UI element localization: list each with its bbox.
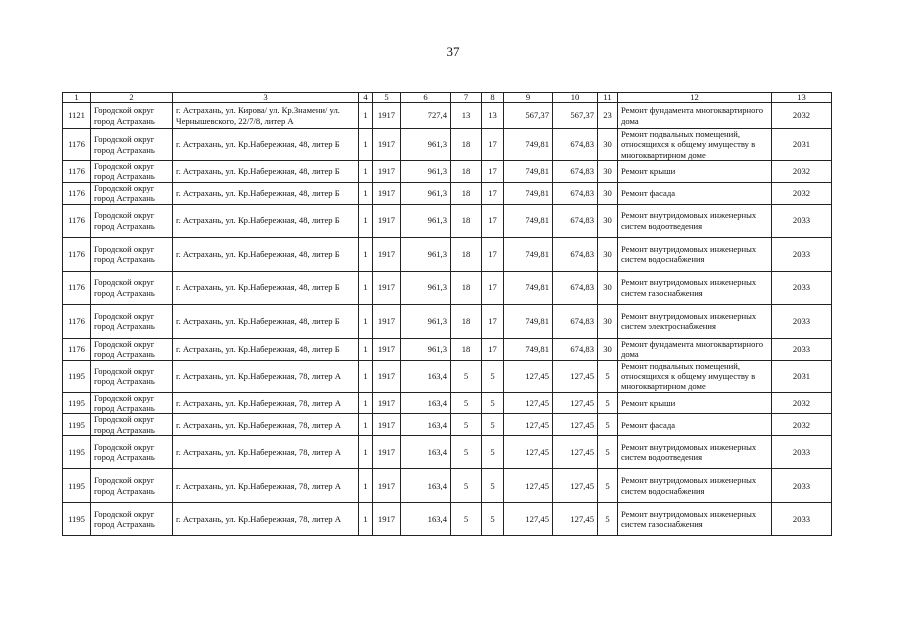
row-id-cell: 1176 (63, 338, 91, 360)
col4-cell: 1 (359, 338, 373, 360)
col7-cell: 5 (451, 392, 482, 414)
col7-cell: 18 (451, 237, 482, 271)
row-id-cell: 1176 (63, 182, 91, 204)
col10-cell: 127,45 (553, 392, 598, 414)
address-cell: г. Астрахань, ул. Кр.Набережная, 78, литер А (173, 392, 359, 414)
total-area-cell: 961,3 (401, 204, 451, 237)
col4-cell: 1 (359, 304, 373, 338)
work-type-cell: Ремонт подвальных помещений, относящихся к общему имуществу в многоквартирном доме (618, 129, 772, 161)
total-area-cell: 961,3 (401, 271, 451, 304)
col4-cell: 1 (359, 392, 373, 414)
col10-cell: 127,45 (553, 503, 598, 536)
col9-cell: 749,81 (504, 304, 553, 338)
col10-cell: 674,83 (553, 338, 598, 360)
total-area-cell: 961,3 (401, 304, 451, 338)
period-cell: 2033 (772, 469, 832, 503)
col8-cell: 17 (482, 182, 504, 204)
municipality-cell: Городской округ город Астрахань (91, 237, 173, 271)
col9-cell: 749,81 (504, 129, 553, 161)
municipality-cell: Городской округ город Астрахань (91, 392, 173, 414)
col10-cell: 127,45 (553, 414, 598, 436)
period-cell: 2032 (772, 414, 832, 436)
col7-cell: 18 (451, 271, 482, 304)
total-area-cell: 163,4 (401, 414, 451, 436)
address-cell: г. Астрахань, ул. Кр.Набережная, 48, литер Б (173, 237, 359, 271)
table-row (63, 392, 832, 414)
table-row (63, 182, 832, 204)
work-type-cell: Ремонт внутридомовых инженерных систем электроснабжения (618, 304, 772, 338)
total-area-cell: 961,3 (401, 182, 451, 204)
period-cell: 2031 (772, 129, 832, 161)
address-cell: г. Астрахань, ул. Кр.Набережная, 78, литер А (173, 436, 359, 469)
table-row (63, 436, 832, 469)
col10-cell: 674,83 (553, 204, 598, 237)
col8-cell: 17 (482, 161, 504, 183)
table-row (63, 129, 832, 161)
row-id-cell: 1176 (63, 161, 91, 183)
col7-cell: 5 (451, 503, 482, 536)
register-table (62, 92, 832, 536)
work-type-cell: Ремонт внутридомовых инженерных систем водоотведения (618, 204, 772, 237)
table-row (63, 469, 832, 503)
municipality-cell: Городской округ город Астрахань (91, 414, 173, 436)
municipality-cell: Городской округ город Астрахань (91, 129, 173, 161)
col10-cell: 127,45 (553, 469, 598, 503)
col8-cell: 17 (482, 271, 504, 304)
col9-cell: 749,81 (504, 237, 553, 271)
col11-cell: 30 (598, 338, 618, 360)
column-header-10: 10 (553, 93, 598, 103)
col8-cell: 17 (482, 338, 504, 360)
period-cell: 2033 (772, 503, 832, 536)
col7-cell: 18 (451, 204, 482, 237)
column-header-7: 7 (451, 93, 482, 103)
address-cell: г. Астрахань, ул. Кр.Набережная, 78, литер А (173, 414, 359, 436)
column-header-5: 5 (373, 93, 401, 103)
col11-cell: 5 (598, 360, 618, 392)
address-cell: г. Астрахань, ул. Кр.Набережная, 48, литер Б (173, 271, 359, 304)
col7-cell: 18 (451, 182, 482, 204)
col8-cell: 13 (482, 103, 504, 129)
period-cell: 2033 (772, 338, 832, 360)
table-row (63, 360, 832, 392)
table-row (63, 237, 832, 271)
table-row (63, 338, 832, 360)
col11-cell: 30 (598, 129, 618, 161)
col8-cell: 5 (482, 503, 504, 536)
year-cell: 1917 (373, 204, 401, 237)
row-id-cell: 1195 (63, 360, 91, 392)
col8-cell: 17 (482, 204, 504, 237)
col7-cell: 13 (451, 103, 482, 129)
table-row (63, 503, 832, 536)
col4-cell: 1 (359, 237, 373, 271)
col4-cell: 1 (359, 161, 373, 183)
table-row (63, 103, 832, 129)
column-header-2: 2 (91, 93, 173, 103)
municipality-cell: Городской округ город Астрахань (91, 360, 173, 392)
total-area-cell: 961,3 (401, 338, 451, 360)
col9-cell: 749,81 (504, 338, 553, 360)
municipality-cell: Городской округ город Астрахань (91, 182, 173, 204)
year-cell: 1917 (373, 304, 401, 338)
col8-cell: 17 (482, 129, 504, 161)
address-cell: г. Астрахань, ул. Кр.Набережная, 78, литер А (173, 360, 359, 392)
period-cell: 2033 (772, 204, 832, 237)
total-area-cell: 163,4 (401, 469, 451, 503)
row-id-cell: 1195 (63, 436, 91, 469)
year-cell: 1917 (373, 271, 401, 304)
column-header-11: 11 (598, 93, 618, 103)
column-header-8: 8 (482, 93, 504, 103)
col10-cell: 674,83 (553, 182, 598, 204)
address-cell: г. Астрахань, ул. Кр.Набережная, 78, литер А (173, 503, 359, 536)
row-id-cell: 1195 (63, 469, 91, 503)
municipality-cell: Городской округ город Астрахань (91, 103, 173, 129)
address-cell: г. Астрахань, ул. Кр.Набережная, 48, литер Б (173, 182, 359, 204)
total-area-cell: 727,4 (401, 103, 451, 129)
col9-cell: 127,45 (504, 436, 553, 469)
year-cell: 1917 (373, 103, 401, 129)
col11-cell: 30 (598, 271, 618, 304)
total-area-cell: 163,4 (401, 392, 451, 414)
col11-cell: 23 (598, 103, 618, 129)
work-type-cell: Ремонт фасада (618, 414, 772, 436)
col11-cell: 5 (598, 469, 618, 503)
period-cell: 2032 (772, 161, 832, 183)
col11-cell: 5 (598, 392, 618, 414)
col9-cell: 749,81 (504, 161, 553, 183)
year-cell: 1917 (373, 338, 401, 360)
column-header-13: 13 (772, 93, 832, 103)
col4-cell: 1 (359, 182, 373, 204)
col4-cell: 1 (359, 414, 373, 436)
period-cell: 2033 (772, 271, 832, 304)
table-row (63, 304, 832, 338)
municipality-cell: Городской округ город Астрахань (91, 271, 173, 304)
col9-cell: 127,45 (504, 503, 553, 536)
col10-cell: 127,45 (553, 436, 598, 469)
period-cell: 2032 (772, 182, 832, 204)
municipality-cell: Городской округ город Астрахань (91, 161, 173, 183)
col10-cell: 674,83 (553, 304, 598, 338)
address-cell: г. Астрахань, ул. Кр.Набережная, 48, литер Б (173, 204, 359, 237)
col9-cell: 749,81 (504, 182, 553, 204)
period-cell: 2032 (772, 103, 832, 129)
address-cell: г. Астрахань, ул. Кр.Набережная, 48, литер Б (173, 129, 359, 161)
col7-cell: 5 (451, 436, 482, 469)
col4-cell: 1 (359, 271, 373, 304)
col9-cell: 127,45 (504, 392, 553, 414)
municipality-cell: Городской округ город Астрахань (91, 436, 173, 469)
work-type-cell: Ремонт внутридомовых инженерных систем водоснабжения (618, 469, 772, 503)
work-type-cell: Ремонт крыши (618, 392, 772, 414)
municipality-cell: Городской округ город Астрахань (91, 338, 173, 360)
work-type-cell: Ремонт внутридомовых инженерных систем водоснабжения (618, 237, 772, 271)
municipality-cell: Городской округ город Астрахань (91, 204, 173, 237)
col11-cell: 5 (598, 414, 618, 436)
col11-cell: 30 (598, 161, 618, 183)
period-cell: 2032 (772, 392, 832, 414)
year-cell: 1917 (373, 182, 401, 204)
col7-cell: 5 (451, 360, 482, 392)
row-id-cell: 1176 (63, 237, 91, 271)
row-id-cell: 1176 (63, 129, 91, 161)
column-header-3: 3 (173, 93, 359, 103)
column-header-12: 12 (618, 93, 772, 103)
year-cell: 1917 (373, 237, 401, 271)
col7-cell: 5 (451, 469, 482, 503)
col9-cell: 749,81 (504, 204, 553, 237)
year-cell: 1917 (373, 129, 401, 161)
col11-cell: 5 (598, 503, 618, 536)
col8-cell: 17 (482, 304, 504, 338)
municipality-cell: Городской округ город Астрахань (91, 304, 173, 338)
col11-cell: 5 (598, 436, 618, 469)
total-area-cell: 961,3 (401, 161, 451, 183)
total-area-cell: 163,4 (401, 436, 451, 469)
year-cell: 1917 (373, 392, 401, 414)
col4-cell: 1 (359, 129, 373, 161)
total-area-cell: 961,3 (401, 237, 451, 271)
municipality-cell: Городской округ город Астрахань (91, 469, 173, 503)
col7-cell: 5 (451, 414, 482, 436)
col11-cell: 30 (598, 237, 618, 271)
col7-cell: 18 (451, 338, 482, 360)
col10-cell: 567,37 (553, 103, 598, 129)
row-id-cell: 1195 (63, 414, 91, 436)
col10-cell: 674,83 (553, 271, 598, 304)
year-cell: 1917 (373, 469, 401, 503)
address-cell: г. Астрахань, ул. Кр.Набережная, 48, литер Б (173, 304, 359, 338)
row-id-cell: 1195 (63, 392, 91, 414)
col7-cell: 18 (451, 304, 482, 338)
col9-cell: 127,45 (504, 360, 553, 392)
col4-cell: 1 (359, 503, 373, 536)
col8-cell: 17 (482, 237, 504, 271)
period-cell: 2033 (772, 237, 832, 271)
year-cell: 1917 (373, 414, 401, 436)
col7-cell: 18 (451, 129, 482, 161)
column-header-1: 1 (63, 93, 91, 103)
row-id-cell: 1176 (63, 271, 91, 304)
year-cell: 1917 (373, 161, 401, 183)
table-row (63, 414, 832, 436)
column-header-4: 4 (359, 93, 373, 103)
table-row (63, 271, 832, 304)
table-row (63, 161, 832, 183)
year-cell: 1917 (373, 436, 401, 469)
col9-cell: 127,45 (504, 469, 553, 503)
total-area-cell: 961,3 (401, 129, 451, 161)
col4-cell: 1 (359, 103, 373, 129)
year-cell: 1917 (373, 503, 401, 536)
col10-cell: 674,83 (553, 129, 598, 161)
col8-cell: 5 (482, 436, 504, 469)
column-header-9: 9 (504, 93, 553, 103)
col10-cell: 674,83 (553, 161, 598, 183)
period-cell: 2033 (772, 436, 832, 469)
work-type-cell: Ремонт внутридомовых инженерных систем газоснабжения (618, 271, 772, 304)
column-number-header (63, 93, 832, 103)
table-row (63, 204, 832, 237)
row-id-cell: 1176 (63, 304, 91, 338)
address-cell: г. Астрахань, ул. Кр.Набережная, 78, литер А (173, 469, 359, 503)
work-type-cell: Ремонт внутридомовых инженерных систем водоотведения (618, 436, 772, 469)
col8-cell: 5 (482, 360, 504, 392)
total-area-cell: 163,4 (401, 360, 451, 392)
col7-cell: 18 (451, 161, 482, 183)
col8-cell: 5 (482, 414, 504, 436)
period-cell: 2031 (772, 360, 832, 392)
year-cell: 1917 (373, 360, 401, 392)
address-cell: г. Астрахань, ул. Кирова/ ул. Кр.Знамени/ ул. Чернышевского, 22/7/8, литер А (173, 103, 359, 129)
work-type-cell: Ремонт фундамента многоквартирного дома (618, 103, 772, 129)
row-id-cell: 1121 (63, 103, 91, 129)
col4-cell: 1 (359, 204, 373, 237)
col8-cell: 5 (482, 392, 504, 414)
col10-cell: 674,83 (553, 237, 598, 271)
work-type-cell: Ремонт фундамента многоквартирного дома (618, 338, 772, 360)
address-cell: г. Астрахань, ул. Кр.Набережная, 48, литер Б (173, 161, 359, 183)
col10-cell: 127,45 (553, 360, 598, 392)
col4-cell: 1 (359, 360, 373, 392)
address-cell: г. Астрахань, ул. Кр.Набережная, 48, литер Б (173, 338, 359, 360)
col4-cell: 1 (359, 436, 373, 469)
page-number: 37 (446, 44, 460, 59)
col9-cell: 127,45 (504, 414, 553, 436)
column-header-6: 6 (401, 93, 451, 103)
col4-cell: 1 (359, 469, 373, 503)
work-type-cell: Ремонт фасада (618, 182, 772, 204)
col11-cell: 30 (598, 304, 618, 338)
total-area-cell: 163,4 (401, 503, 451, 536)
col11-cell: 30 (598, 182, 618, 204)
row-id-cell: 1176 (63, 204, 91, 237)
period-cell: 2033 (772, 304, 832, 338)
row-id-cell: 1195 (63, 503, 91, 536)
col8-cell: 5 (482, 469, 504, 503)
work-type-cell: Ремонт подвальных помещений, относящихся к общему имуществу в многоквартирном доме (618, 360, 772, 392)
work-type-cell: Ремонт внутридомовых инженерных систем газоснабжения (618, 503, 772, 536)
municipality-cell: Городской округ город Астрахань (91, 503, 173, 536)
col11-cell: 30 (598, 204, 618, 237)
col9-cell: 567,37 (504, 103, 553, 129)
col9-cell: 749,81 (504, 271, 553, 304)
work-type-cell: Ремонт крыши (618, 161, 772, 183)
